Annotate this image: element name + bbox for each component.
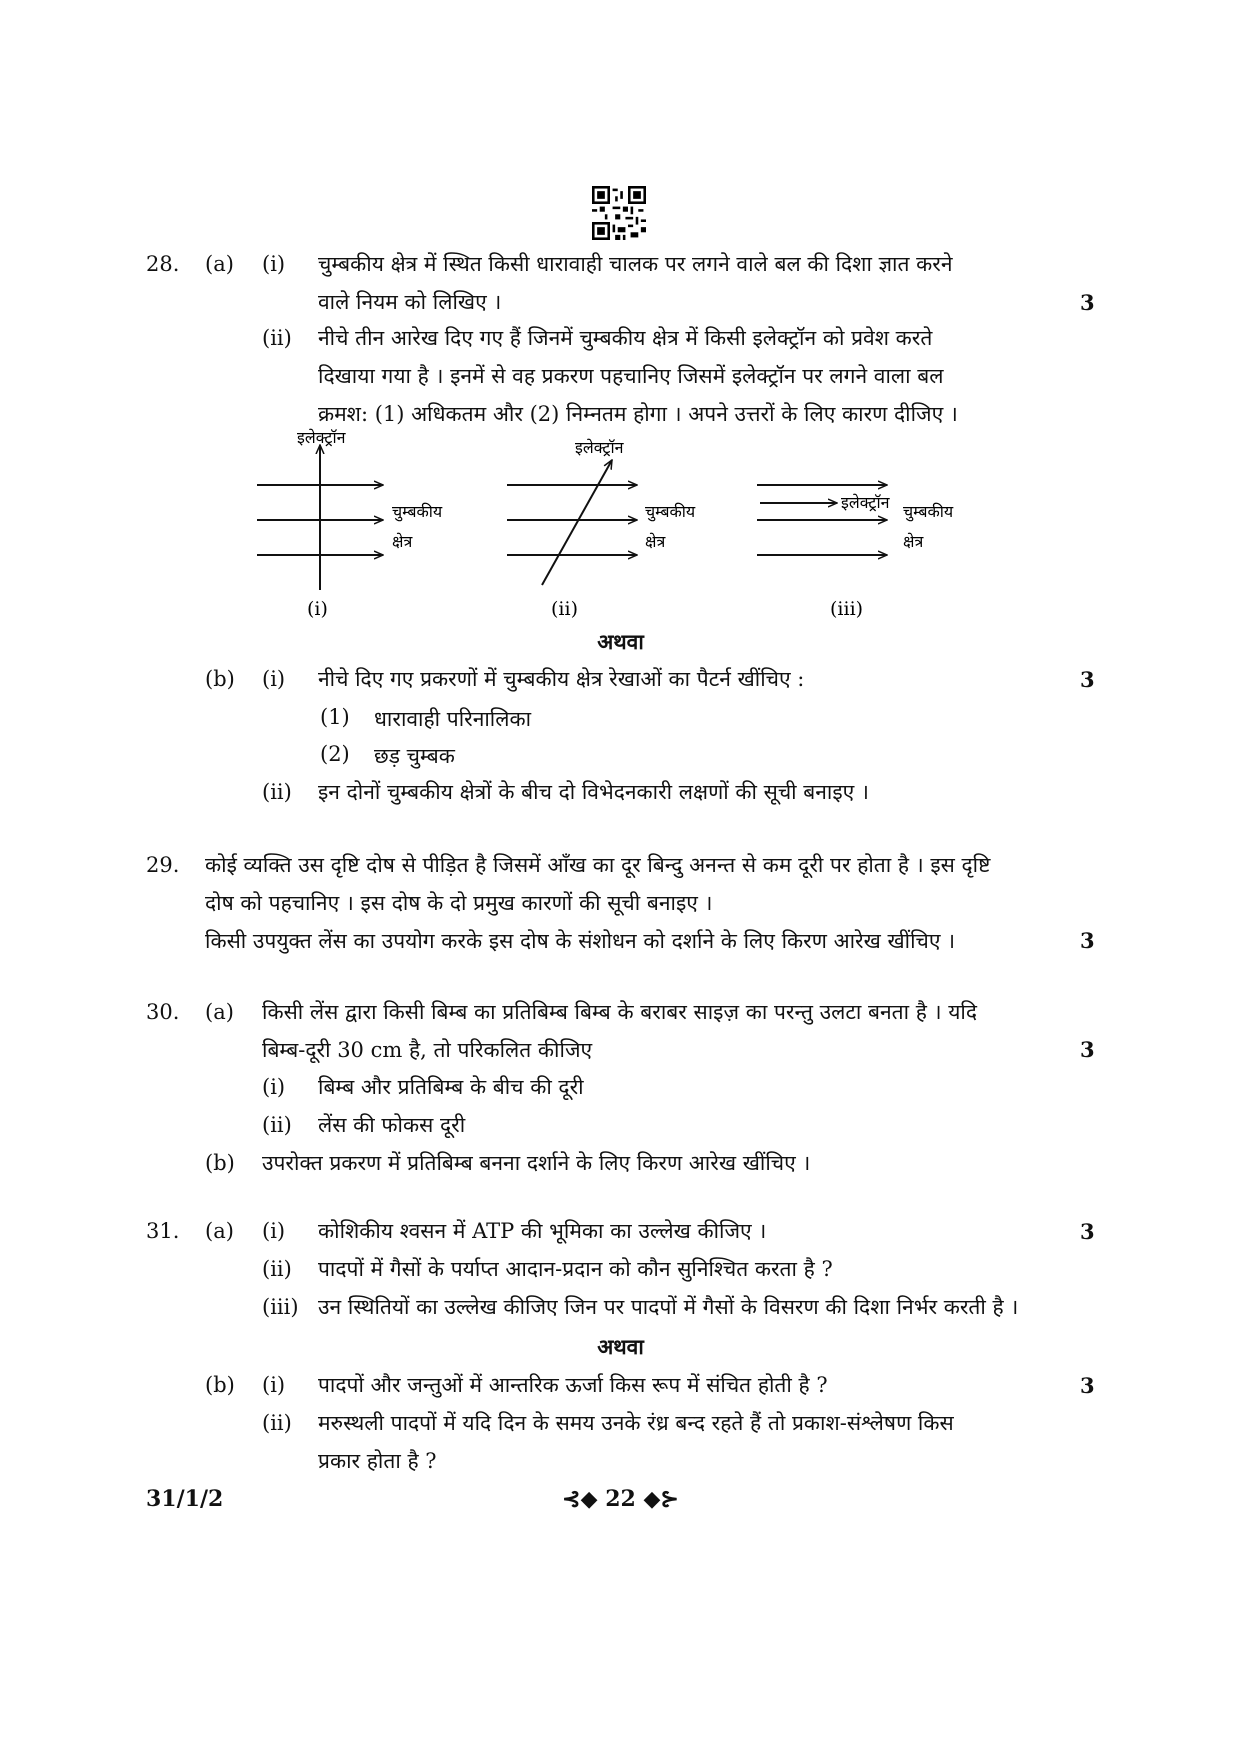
text-line: दोष को पहचानिए । इस दोष के दो प्रमुख कारणों की सूची बनाइए । [205,891,713,915]
part-label: (b) [205,1373,235,1397]
text-line: बिम्ब-दूरी 30 cm है, तो परिकलित कीजिए [262,1038,593,1062]
text-line: वाले नियम को लिखिए । [318,290,502,314]
page-number-value: 22 [605,1486,636,1512]
page-ornament-left: ⊰◆ [562,1486,606,1512]
or-separator: अथवा [597,1334,644,1359]
field-label: चुम्बकीय [645,502,696,521]
diagram-label: (i) [307,598,328,620]
question-number: 28. [146,252,180,276]
diagram-ii [507,460,637,585]
question-text [262,993,1052,1069]
field-label: चुम्बकीय [903,502,954,521]
question-number: 29. [146,853,180,877]
subpart-label: (ii) [262,1411,292,1435]
marks: 3 [1080,290,1095,315]
diagram-label: (ii) [551,598,578,620]
text-line: कोई व्यक्ति उस दृष्टि दोष से पीड़ित है जिसमें आँख का दूर बिन्दु अनन्त से कम दूरी पर होता है । इस दृष्टि [205,853,991,877]
question-number: 30. [146,1000,180,1024]
list-item: छड़ चुम्बक [374,744,455,768]
question-text: पादपों में गैसों के पर्याप्त आदान-प्रदान को कौन सुनिश्चित करता है ? [318,1257,833,1281]
question-text: नीचे दिए गए प्रकरणों में चुम्बकीय क्षेत्र रेखाओं का पैटर्न खींचिए : [318,667,805,691]
page-ornament-right: ◆⊱ [635,1486,679,1512]
marks: 3 [1080,928,1095,953]
question-text: बिम्ब और प्रतिबिम्ब के बीच की दूरी [318,1075,584,1099]
subpart-label: (i) [262,1075,286,1099]
electron-label: इलेक्ट्रॉन [297,428,346,447]
electron-label: इलेक्ट्रॉन [575,438,624,457]
part-label: (a) [205,252,234,276]
subpart-label: (ii) [262,1257,292,1281]
text-line: नीचे तीन आरेख दिए गए हैं जिनमें चुम्बकीय क्षेत्र में किसी इलेक्ट्रॉन को प्रवेश करते [318,326,933,350]
subpart-label: (ii) [262,780,292,804]
marks: 3 [1080,667,1095,692]
paper-code: 31/1/2 [146,1486,224,1512]
diagram-i [257,445,383,590]
field-label: चुम्बकीय [392,502,443,521]
diagram-label: (iii) [830,598,864,620]
question-text [318,245,1048,321]
text-line: मरुस्थली पादपों में यदि दिन के समय उनके रंध्र बन्द रहते हैं तो प्रकाश-संश्लेषण किस [318,1411,954,1435]
text-line: किसी लेंस द्वारा किसी बिम्ब का प्रतिबिम्ब बिम्ब के बराबर साइज़ का परन्तु उलटा बनता है । यदि [262,1000,978,1024]
question-number: 31. [146,1219,180,1243]
part-label: (b) [205,667,235,691]
qr-code [592,186,646,240]
page-number [0,1486,1241,1512]
text-line: प्रकार होता है ? [318,1449,437,1473]
text-line: दिखाया गया है । इनमें से वह प्रकरण पहचानिए जिसमें इलेक्ट्रॉन पर लगने वाला बल [318,364,944,388]
question-text: कोशिकीय श्वसन में ATP की भूमिका का उल्लेख कीजिए । [318,1219,767,1243]
or-separator: अथवा [597,629,644,654]
text-line: चुम्बकीय क्षेत्र में स्थित किसी धारावाही चालक पर लगने वाले बल की दिशा ज्ञात करने [318,252,953,276]
field-label: क्षेत्र [392,532,413,551]
subpart-label: (i) [262,667,286,691]
field-label: क्षेत्र [645,532,666,551]
list-item: धारावाही परिनालिका [374,707,532,731]
question-text [318,1404,1048,1480]
question-text: इन दोनों चुम्बकीय क्षेत्रों के बीच दो विभेदनकारी लक्षणों की सूची बनाइए । [318,780,869,804]
question-text: लेंस की फोकस दूरी [318,1113,466,1137]
subpart-label: (ii) [262,1113,292,1137]
text-line: क्रमश: (1) अधिकतम और (2) निम्नतम होगा । अपने उत्तरों के लिए कारण दीजिए । [318,402,958,426]
question-text [318,319,1048,433]
subpart-label: (iii) [262,1295,299,1319]
field-label: क्षेत्र [903,532,924,551]
list-label: (2) [320,742,350,766]
list-label: (1) [320,705,350,729]
part-label: (a) [205,1219,234,1243]
electron-label: इलेक्ट्रॉन [841,493,890,512]
marks: 3 [1080,1219,1095,1244]
subpart-label: (ii) [262,326,292,350]
part-label: (b) [205,1151,235,1175]
question-text: पादपों और जन्तुओं में आन्तरिक ऊर्जा किस रूप में संचित होती है ? [318,1373,828,1397]
part-label: (a) [205,1000,234,1024]
subpart-label: (i) [262,252,286,276]
marks: 3 [1080,1037,1095,1062]
question-text: उन स्थितियों का उल्लेख कीजिए जिन पर पादपों में गैसों के विसरण की दिशा निर्भर करती है । [318,1295,1019,1319]
electron-field-diagram [255,425,1015,625]
text-line: किसी उपयुक्त लेंस का उपयोग करके इस दोष के संशोधन को दर्शाने के लिए किरण आरेख खींचिए । [205,929,956,953]
question-text: उपरोक्त प्रकरण में प्रतिबिम्ब बनना दर्शाने के लिए किरण आरेख खींचिए । [262,1151,811,1175]
question-text [205,846,1050,960]
subpart-label: (i) [262,1219,286,1243]
marks: 3 [1080,1373,1095,1398]
subpart-label: (i) [262,1373,286,1397]
